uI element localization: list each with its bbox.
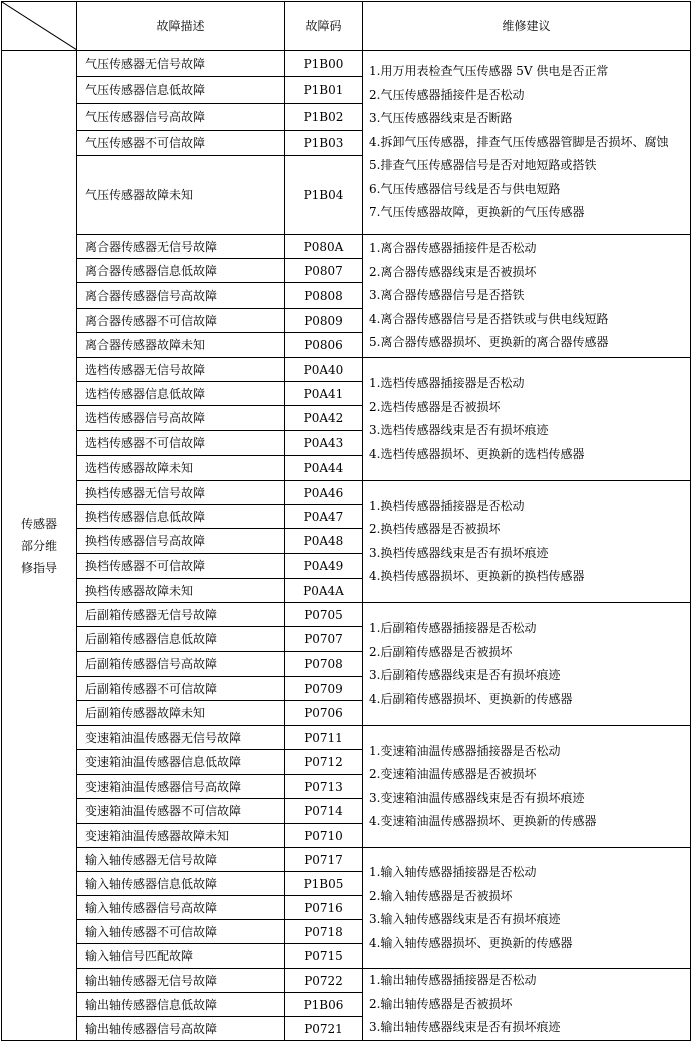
fault-code: P1B04 [285,156,363,235]
advice-line: 3.气压传感器线束是否断路 [369,111,513,126]
advice-line: 3.变速箱油温传感器线束是否有损坏痕迹 [369,790,585,805]
fault-description: 气压传感器信息低故障 [77,77,285,104]
advice-line: 5.排查气压传感器信号是否对地短路或搭铁 [369,158,597,173]
fault-code: P0A42 [285,406,363,431]
advice-line: 4.离合器传感器信号是否搭铁或与供电线短路 [369,311,609,326]
table-row [2,603,691,627]
category-label: 部分维 [20,538,57,553]
fault-code: P0807 [285,259,363,283]
advice-line: 1.离合器传感器插接件是否松动 [369,241,537,256]
repair-advice-cell [363,358,691,481]
advice-line: 2.输出轴传感器是否被损坏 [369,996,513,1011]
fault-description: 变速箱油温传感器不可信故障 [77,799,285,824]
fault-description: 换档传感器不可信故障 [77,554,285,579]
table-row [2,51,691,77]
diagonal-header-cell [2,2,77,51]
fault-code: P0718 [285,920,363,944]
advice-line: 2.变速箱油温传感器是否被损坏 [369,767,537,781]
fault-description: 选档传感器信号高故障 [77,406,285,431]
fault-description: 气压传感器故障未知 [77,156,285,235]
fault-description: 选档传感器故障未知 [77,456,285,481]
fault-description: 离合器传感器无信号故障 [77,235,285,259]
fault-description: 气压传感器无信号故障 [77,51,285,77]
diagonal-line [2,2,77,50]
advice-line: 6.气压传感器信号线是否与供电短路 [369,181,561,196]
fault-description: 输出轴传感器无信号故障 [77,969,285,993]
fault-code: P0808 [285,283,363,309]
header-advice: 维修建议 [363,2,691,51]
advice-line: 2.气压传感器插接件是否松动 [369,87,525,102]
advice-line: 3.后副箱传感器线束是否有损坏痕迹 [369,668,561,682]
repair-advice-cell [363,51,691,235]
fault-code: P0A4A [285,579,363,603]
fault-code: P0809 [285,309,363,333]
fault-description: 选档传感器信息低故障 [77,382,285,406]
fault-code: P0709 [285,677,363,701]
table-row [2,235,691,259]
fault-description: 离合器传感器故障未知 [77,333,285,358]
fault-code: P0715 [285,944,363,969]
fault-description: 换档传感器信号高故障 [77,529,285,554]
advice-line: 1.变速箱油温传感器插接器是否松动 [369,743,561,758]
repair-advice-cell [363,969,691,1041]
fault-description: 后副箱传感器信息低故障 [77,627,285,652]
advice-line: 4.后副箱传感器损坏、更换新的传感器 [369,691,573,706]
fault-description: 离合器传感器信息低故障 [77,259,285,283]
fault-code: P0A41 [285,382,363,406]
fault-code: P1B05 [285,872,363,896]
fault-description: 气压传感器信号高故障 [77,104,285,131]
fault-code: P0712 [285,750,363,775]
fault-description: 变速箱油温传感器无信号故障 [77,726,285,750]
fault-code: P0711 [285,726,363,750]
fault-description: 输入轴传感器无信号故障 [77,848,285,872]
advice-line: 3.输入轴传感器线束是否有损坏痕迹 [369,912,561,926]
fault-code: P0A44 [285,456,363,481]
fault-description: 输入轴传感器信号高故障 [77,896,285,920]
fault-description: 输出轴传感器信号高故障 [77,1017,285,1041]
fault-code: P1B03 [285,131,363,156]
fault-description: 后副箱传感器无信号故障 [77,603,285,627]
fault-description: 后副箱传感器故障未知 [77,701,285,726]
repair-advice-cell [363,726,691,848]
advice-line: 2.离合器传感器线束是否被损坏 [369,264,537,279]
fault-code: P0721 [285,1017,363,1041]
advice-line: 2.后副箱传感器是否被损坏 [369,644,513,659]
repair-advice-cell [363,235,691,358]
header-description: 故障描述 [77,2,285,51]
advice-line: 1.输入轴传感器插接器是否松动 [369,865,537,879]
fault-code: P0A49 [285,554,363,579]
header-row [2,2,691,51]
advice-line: 4.输入轴传感器损坏、更换新的传感器 [369,935,573,950]
advice-line: 4.换档传感器损坏、更换新的换档传感器 [369,569,585,583]
advice-line: 2.选档传感器是否被损坏 [369,399,501,414]
table-row [2,848,691,872]
fault-description: 气压传感器不可信故障 [77,131,285,156]
fault-description: 换档传感器信息低故障 [77,505,285,529]
advice-line: 2.输入轴传感器是否被损坏 [369,888,513,903]
fault-code: P1B01 [285,77,363,104]
fault-code: P0707 [285,627,363,652]
fault-code: P0706 [285,701,363,726]
fault-code: P0710 [285,824,363,848]
fault-code: P0A40 [285,358,363,382]
fault-description: 离合器传感器信号高故障 [77,283,285,309]
fault-description: 后副箱传感器不可信故障 [77,677,285,701]
fault-code: P0708 [285,652,363,677]
fault-code: P0713 [285,775,363,799]
advice-line: 1.选档传感器插接器是否松动 [369,376,525,390]
fault-description: 换档传感器故障未知 [77,579,285,603]
advice-line: 2.换档传感器是否被损坏 [369,522,501,536]
fault-code: P0716 [285,896,363,920]
category-label: 传感器 [20,516,57,531]
fault-description: 离合器传感器不可信故障 [77,309,285,333]
advice-line: 1.后副箱传感器插接器是否松动 [369,621,537,635]
advice-line: 1.输出轴传感器插接器是否松动 [369,973,537,988]
fault-code: P080A [285,235,363,259]
fault-code: P0806 [285,333,363,358]
advice-line: 7.气压传感器故障，更换新的气压传感器 [369,205,585,220]
fault-description: 变速箱油温传感器故障未知 [77,824,285,848]
fault-description: 变速箱油温传感器信号高故障 [77,775,285,799]
category-label: 修指导 [20,560,57,575]
advice-line: 3.离合器传感器信号是否搭铁 [369,288,525,303]
advice-line: 5.离合器传感器损坏、更换新的离合器传感器 [369,335,609,350]
fault-description: 后副箱传感器信号高故障 [77,652,285,677]
header-code: 故障码 [285,2,363,51]
table-row [2,969,691,993]
fault-description: 选档传感器无信号故障 [77,358,285,382]
fault-description: 输入轴传感器信息低故障 [77,872,285,896]
fault-code: P0722 [285,969,363,993]
advice-line: 3.选档传感器线束是否有损坏痕迹 [369,423,549,437]
fault-description: 变速箱油温传感器信息低故障 [77,750,285,775]
category-cell [2,51,77,1041]
table-row [2,358,691,382]
advice-line: 4.选档传感器损坏、更换新的选档传感器 [369,446,585,461]
fault-description: 换档传感器无信号故障 [77,481,285,505]
fault-table [1,1,691,1041]
repair-advice-cell [363,481,691,603]
fault-code: P0A46 [285,481,363,505]
fault-code: P1B02 [285,104,363,131]
fault-description: 选档传感器不可信故障 [77,431,285,456]
repair-advice-cell [363,603,691,726]
advice-line: 1.换档传感器插接器是否松动 [369,498,525,513]
fault-code: P1B06 [285,993,363,1017]
fault-code: P0714 [285,799,363,824]
fault-description: 输入轴信号匹配故障 [77,944,285,969]
fault-code: P0705 [285,603,363,627]
advice-line: 3.输出轴传感器线束是否有损坏痕迹 [369,1020,561,1035]
fault-description: 输出轴传感器信息低故障 [77,993,285,1017]
table-row [2,481,691,505]
repair-advice-cell [363,848,691,969]
advice-line: 4.变速箱油温传感器损坏、更换新的传感器 [369,814,597,828]
fault-code: P0A47 [285,505,363,529]
fault-code: P0717 [285,848,363,872]
advice-line: 3.换档传感器线束是否有损坏痕迹 [369,545,549,560]
advice-line: 4.拆卸气压传感器，排查气压传感器管脚是否损坏、腐蚀 [369,134,669,149]
fault-code: P1B00 [285,51,363,77]
advice-line: 1.用万用表检查气压传感器 5V 供电是否正常 [369,64,609,79]
table-row [2,726,691,750]
fault-description: 输入轴传感器不可信故障 [77,920,285,944]
fault-code: P0A48 [285,529,363,554]
fault-code: P0A43 [285,431,363,456]
